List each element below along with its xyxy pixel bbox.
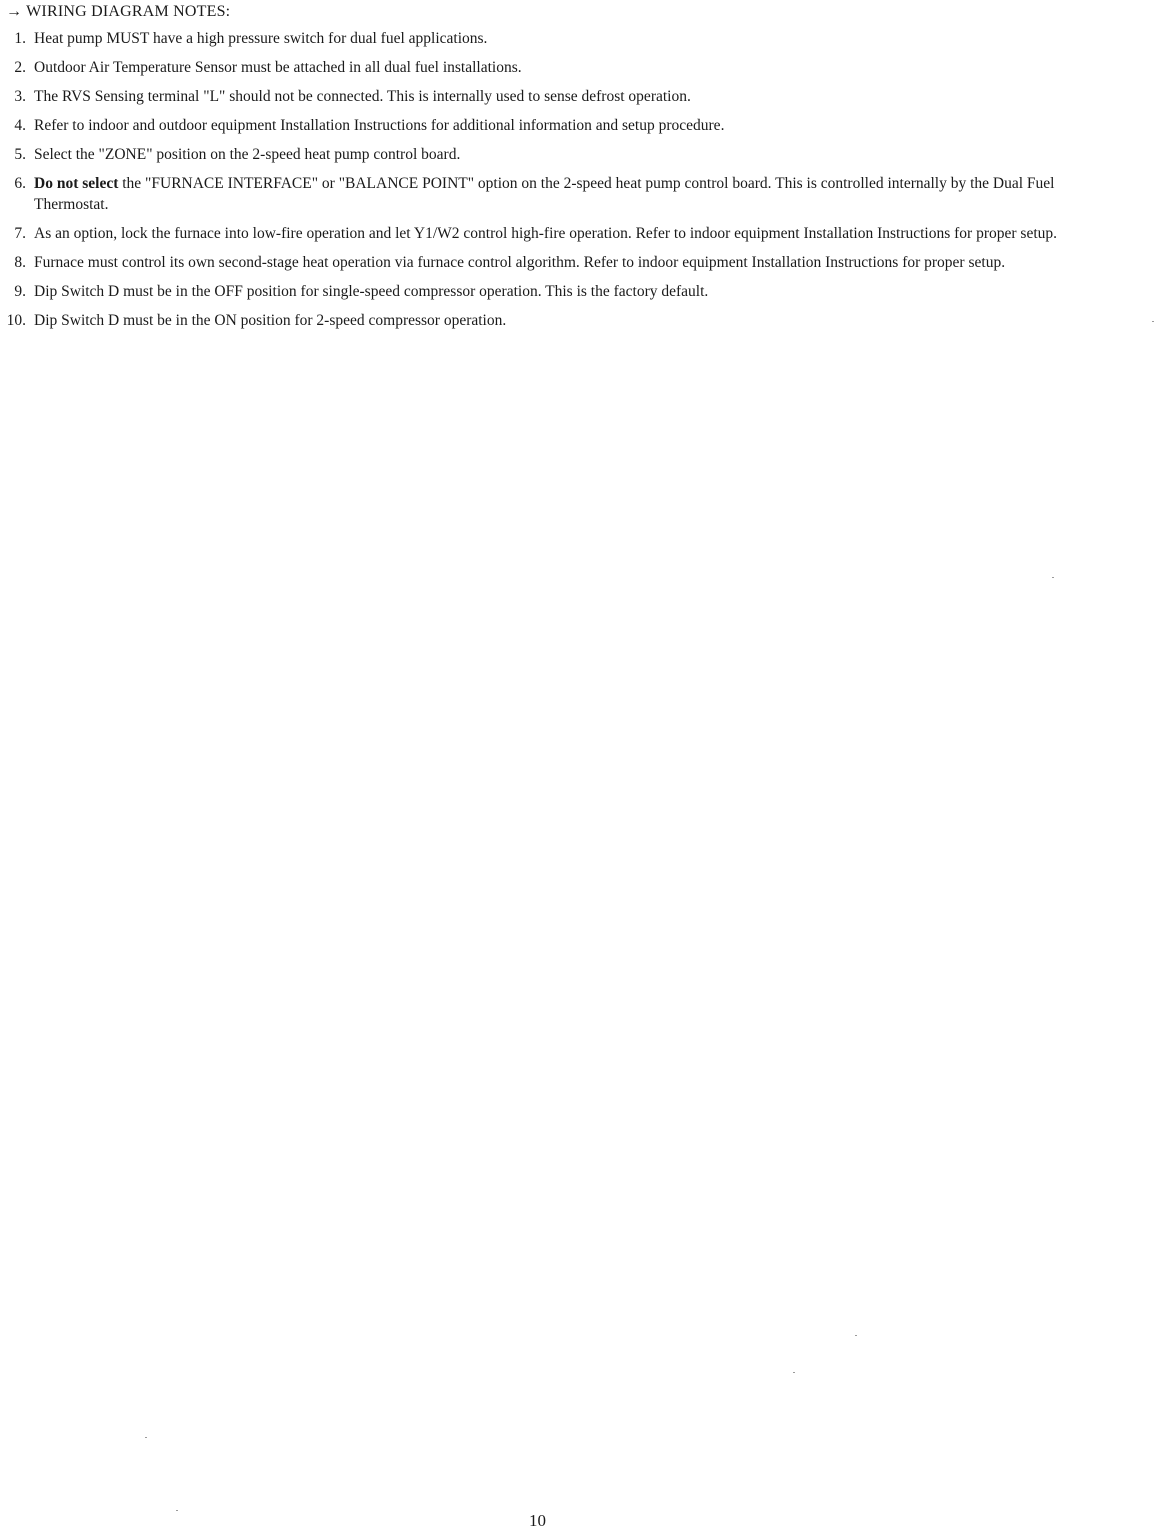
note-text: Refer to indoor and outdoor equipment Installation Instructions for additional information and setup procedure. (34, 117, 725, 134)
note-text: Dip Switch D must be in the OFF position for single-speed compressor operation. This is the factory default. (34, 283, 709, 300)
note-item (0, 223, 1090, 244)
scan-speck (793, 1372, 795, 1373)
note-item (0, 57, 1090, 78)
note-number: 10. (6, 312, 26, 329)
note-text (34, 173, 1090, 215)
note-number: 9. (14, 283, 26, 300)
scan-speck (1152, 321, 1154, 322)
note-number: 8. (14, 254, 26, 271)
note-number: 1. (14, 30, 26, 47)
note-item (0, 28, 1090, 49)
note-item (0, 173, 1090, 215)
note-number: 4. (14, 117, 26, 134)
note-item (0, 310, 1090, 331)
arrow-icon: → (6, 3, 23, 20)
note-item (0, 252, 1090, 273)
note-number: 5. (14, 146, 26, 163)
note-text: Furnace must control its own second-stage heat operation via furnace control algorithm. Refer to indoor equipment Installation Instructions for proper setup. (34, 254, 1006, 271)
note-text: Select the "ZONE" position on the 2-speed heat pump control board. (34, 146, 461, 163)
notes-heading (6, 2, 230, 22)
note-number: 3. (14, 88, 26, 105)
note-item (0, 115, 1090, 136)
note-text: As an option, lock the furnace into low-fire operation and let Y1/W2 control high-fire operation. Refer to indoor equipment Installation Instructions for proper setup. (34, 225, 1057, 242)
note-text: Heat pump MUST have a high pressure switch for dual fuel applications. (34, 30, 488, 47)
notes-list (0, 28, 1090, 339)
note-item (0, 144, 1090, 165)
note-text: Outdoor Air Temperature Sensor must be attached in all dual fuel installations. (34, 59, 522, 76)
scan-speck (145, 1437, 147, 1438)
note-number: 6. (14, 175, 26, 192)
note-number: 2. (14, 59, 26, 76)
note-text-rest: the "FURNACE INTERFACE" or "BALANCE POINT" option on the 2-speed heat pump control board. This is controlled internally by the Dual Fuel Thermostat. (34, 175, 1055, 213)
note-text: The RVS Sensing terminal "L" should not be connected. This is internally used to sense defrost operation. (34, 88, 691, 105)
note-item (0, 281, 1090, 302)
scan-speck (855, 1335, 857, 1336)
note-bold-lead: Do not select (34, 175, 119, 192)
scan-speck (1052, 577, 1054, 578)
notes-heading-title: WIRING DIAGRAM NOTES: (26, 3, 231, 20)
note-item (0, 86, 1090, 107)
page-number: 10 (529, 1511, 546, 1530)
note-number: 7. (14, 225, 26, 242)
note-text: Dip Switch D must be in the ON position for 2-speed compressor operation. (34, 312, 507, 329)
